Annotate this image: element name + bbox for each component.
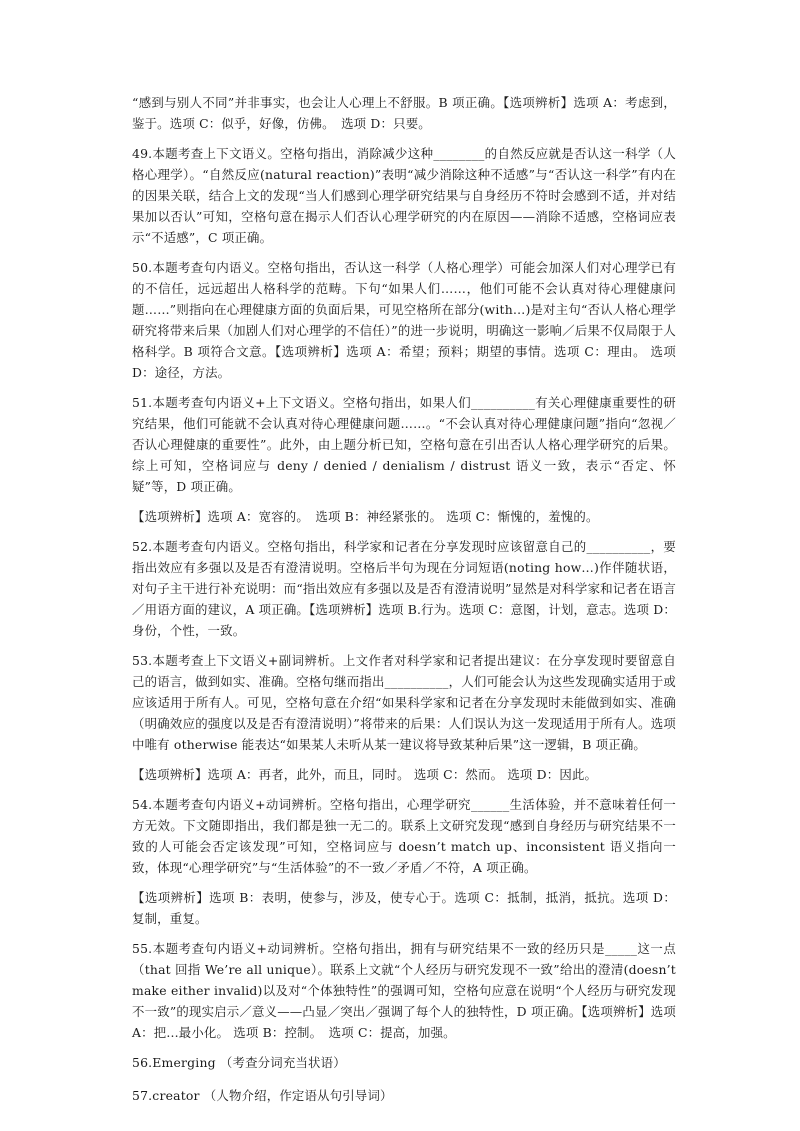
paragraph-49: 49.本题考查上下文语义。空格句指出，消除减少这种________的自然反应就是否认这一科学（人格心理学）。“自然反应(natural reaction)”表明“减少消除这种不适感”与“否认这一科学”有内在的因果关联，结合上文的发现“当人们感到心理学研究结果与自身经历不符时会感到不适，并对结果加以否认”可知，空格句意在揭示人们否认心理学研究的内在原因——消除不适感，空格词应表示“不适感”，C 项正确。 [132,146,676,245]
answer-56: 56.Emerging （考查分词充当状语） [132,1055,346,1070]
paragraph-55: 55.本题考查句内语义+动词辨析。空格句指出，拥有与研究结果不一致的经历只是_____这一点（that 回指 We’re all unique）。联系上文就“个人经历与研究发现不一致”给出的澄清(doesn’t make either invalid)以及对“个体独特性”的强调可知，空格句应意在说明“个人经历与研究发现不一致”的现实启示／意义——凸显／突出／强调了每个人的独特性，D 项正确。【选项辨析】选项 A：把...最小化。 选项 B：控制。 选项 C：提高，加强。 [132,941,676,1040]
document-page [132,92,676,1118]
paragraph-54-options: 【选项辨析】选项 B：表明，使参与，涉及，使专心于。选项 C：抵制，抵消，抵抗。选项 D：复制，重复。 [132,890,676,926]
paragraph-50: 50.本题考查句内语义。空格句指出，否认这一科学（人格心理学）可能会加深人们对心理学已有的不信任，远远超出人格科学的范畴。下句“如果人们……，他们可能不会认真对待心理健康问题……”则指向在心理健康方面的负面后果，可见空格所在部分(with…)是对主句“否认人格心理学研究将带来后果（加剧人们对心理学的不信任）”的进一步说明，明确这一影响／后果不仅局限于人格科学。B 项符合文意。【选项辨析】选项 A：希望；预料；期望的事情。选项 C：理由。 选项 D：途径，方法。 [132,260,676,380]
paragraph-51-options: 【选项辨析】选项 A：宽容的。 选项 B：神经紧张的。 选项 C：惭愧的，羞愧的。 [132,509,599,524]
paragraph-48-analysis: “感到与别人不同”并非事实，也会让人心理上不舒服。B 项正确。【选项辨析】选项 A：考虑到，鉴于。选项 C：似乎，好像，仿佛。 选项 D：只要。 [132,95,676,131]
paragraph-53: 53.本题考查上下文语义+副词辨析。上文作者对科学家和记者提出建议：在分享发现时要留意自己的语言，做到如实、准确。空格句继而指出__________，人们可能会认为这些发现确实适用于或应该适用于所有人。可见，空格句意在介绍“如果科学家和记者在分享发现时未能做到如实、准确（明确效应的强度以及是否有澄清说明）”将带来的后果：人们误认为这一发现适用于所有人。选项中唯有 otherwise 能表达“如果某人未听从某一建议将导致某种后果”这一逻辑，B 项正确。 [132,653,676,752]
paragraph-54: 54.本题考查句内语义+动词辨析。空格句指出，心理学研究______生活体验，并不意味着任何一方无效。下文随即指出，我们都是独一无二的。联系上文研究发现“感到自身经历与研究结果不一致的人可能会否定该发现”可知，空格词应与 doesn’t match up、inconsistent 语义指向一致，体现“心理学研究”与“生活体验”的不一致／矛盾／不符，A 项正确。 [132,797,676,875]
paragraph-53-options: 【选项辨析】选项 A：再者，此外，而且，同时。 选项 C：然而。 选项 D：因此。 [132,767,598,782]
answer-57: 57.creator （人物介绍，作定语从句引导词） [132,1088,393,1103]
paragraph-51: 51.本题考查句内语义+上下文语义。空格句指出，如果人们__________有关心理健康重要性的研究结果，他们可能就不会认真对待心理健康问题……。“不会认真对待心理健康问题”指向“忽视／否认心理健康的重要性”。此外，由上题分析已知，空格句意在引出否认人格心理学研究的后果。综上可知，空格词应与 deny / denied / denialism / distrust 语义一致，表示“否定、怀疑”等，D 项正确。 [132,395,676,494]
paragraph-52: 52.本题考查句内语义。空格句指出，科学家和记者在分享发现时应该留意自己的__________，要指出效应有多强以及是否有澄清说明。空格后半句为现在分词短语(noting how…)作伴随状语，对句子主干进行补充说明：而“指出效应有多强以及是否有澄清说明”显然是对科学家和记者在语言／用语方面的建议，A 项正确。【选项辨析】选项 B.行为。选项 C：意图，计划，意志。选项 D：身份，个性，一致。 [132,539,676,638]
